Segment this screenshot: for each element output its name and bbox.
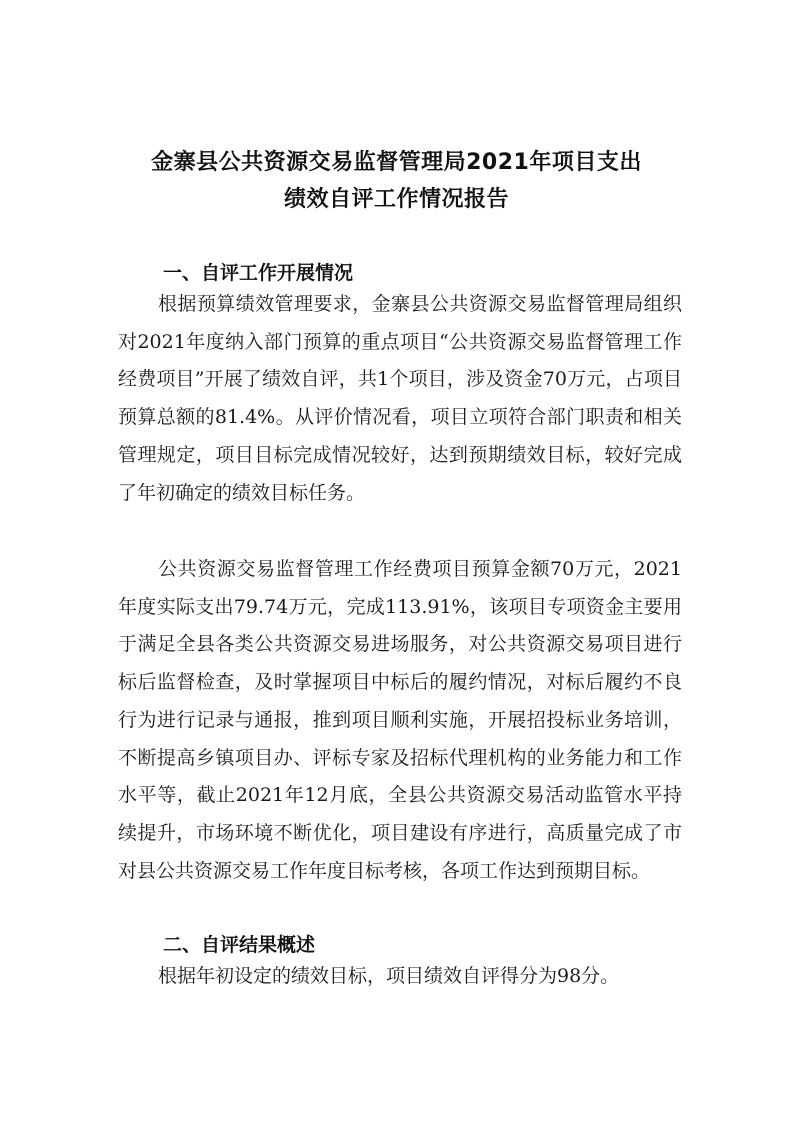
section-2-paragraph-1: 根据年初设定的绩效目标，项目绩效自评得分为98分。 (158, 965, 620, 987)
section-1-heading: 一、自评工作开展情况 (163, 262, 354, 284)
document-title-line-2: 绩效自评工作情况报告 (283, 187, 509, 212)
document-title-line-1: 金寨县公共资源交易监督管理局2021年项目支出 (151, 150, 642, 175)
section-1-paragraph-2: 公共资源交易监督管理工作经费项目预算金额70万元，2021年度实际支出79.74万元，完成113.91%，该项目专项资金主要用于满足全县各类公共资源交易进场服务，对公共资源交易项目进行标后监督检查，及时掌握项目中标后的履约情况，对标后履约不良行为进行记录与通报，推到项目顺利实施，开展招投标业务培训，不断提高乡镇项目办、评标专家及招标代理机构的业务能力和工作水平等，截止2021年12月底，全县公共资源交易活动监管水平持续提升，市场环境不断优化，项目建设有序进行，高质量完成了市对县公共资源交易工作年度目标考核，各项工作达到预期目标。 (118, 558, 682, 882)
section-1-paragraph-1: 根据预算绩效管理要求，金寨县公共资源交易监督管理局组织对2021年度纳入部门预算的重点项目“公共资源交易监督管理工作经费项目”开展了绩效自评，共1个项目，涉及资金70万元，占项目预算总额的81.4%。从评价情况看，项目立项符合部门职责和相关管理规定，项目目标完成情况较好，达到预期绩效目标，较好完成了年初确定的绩效目标任务。 (118, 293, 682, 504)
section-2-heading: 二、自评结果概述 (163, 934, 316, 956)
